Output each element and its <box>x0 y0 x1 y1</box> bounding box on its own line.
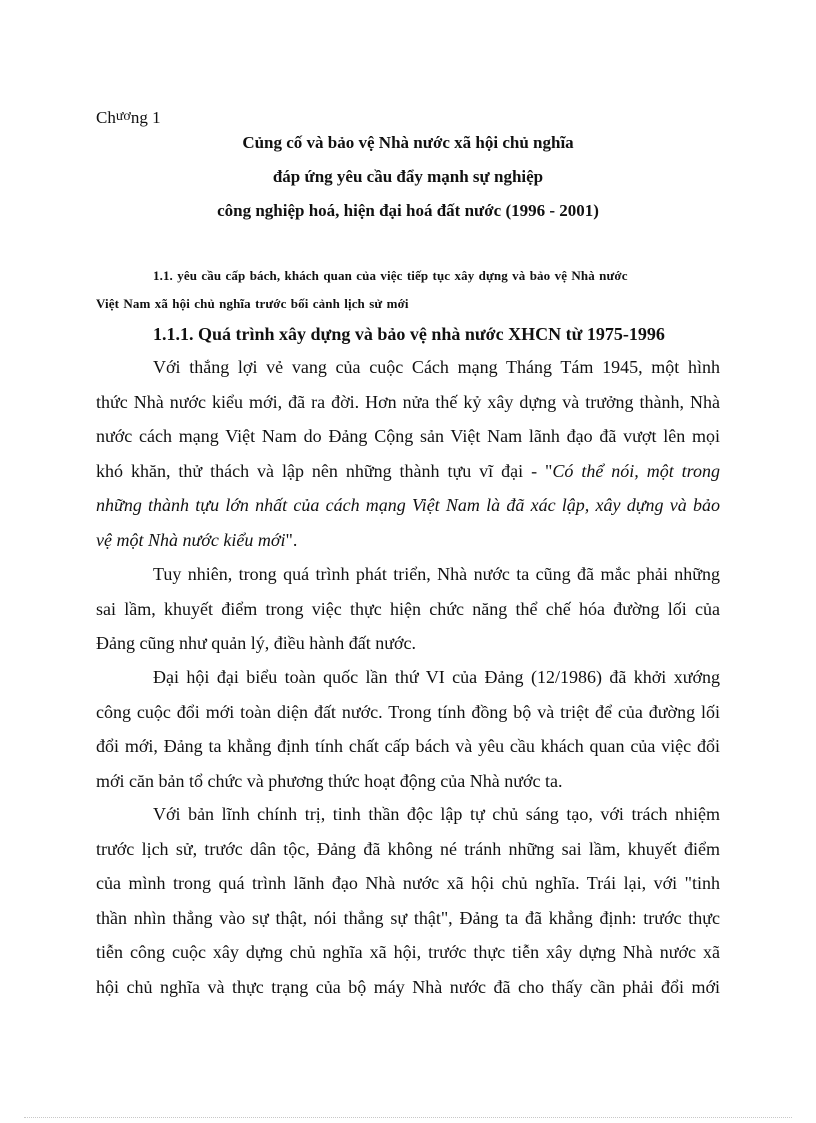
section-heading-line-1: 1.1. yêu cầu cấp bách, khách quan của việc tiếp tục xây dựng và bảo vệ Nhà nước <box>153 268 628 283</box>
section-heading-line-2: Việt Nam xã hội chủ nghĩa trước bối cảnh lịch sử mới <box>96 296 409 311</box>
paragraph-text: khó khăn, thử thách và lập nên những thành tựu vĩ đại - " <box>96 460 553 481</box>
paragraph-1 <box>96 350 720 557</box>
paragraph-line: hội chủ nghĩa và thực trạng của bộ máy Nhà nước đã cho thấy cần phải đổi mới <box>96 976 720 997</box>
paragraph-line: thần nhìn thẳng vào sự thật, nói thẳng sự thật", Đảng ta đã khẳng định: trước thực <box>96 907 720 928</box>
subsection-heading: 1.1.1. Quá trình xây dựng và bảo vệ nhà nước XHCN từ 1975-1996 <box>153 324 665 344</box>
chapter-title-line-1: Củng cố và bảo vệ Nhà nước xã hội chủ nghĩa <box>242 133 574 152</box>
chapter-label-suffix: ng 1 <box>130 108 161 127</box>
paragraph-text: ". <box>285 529 298 550</box>
paragraph-2 <box>96 557 720 661</box>
paragraph-line: của mình trong quá trình lãnh đạo Nhà nước xã hội chủ nghĩa. Trái lại, với "tinh <box>96 873 720 893</box>
paragraph-line: Đại hội đại biểu toàn quốc lần thứ VI của Đảng (12/1986) đã khởi xướng <box>153 667 720 687</box>
paragraph-line: Với thắng lợi vẻ vang của cuộc Cách mạng Tháng Tám 1945, một hình <box>153 357 720 377</box>
quote-text: Có thể nói, một trong <box>552 460 721 481</box>
paragraph-4 <box>96 797 720 1004</box>
paragraph-line: tiễn công cuộc xây dựng chủ nghĩa xã hội, trước thực tiễn xây dựng Nhà nước xã <box>96 942 720 962</box>
paragraph-line: thức Nhà nước kiểu mới, đã ra đời. Hơn nửa thế kỷ xây dựng và trưởng thành, Nhà <box>96 391 720 412</box>
paragraph-line: Tuy nhiên, trong quá trình phát triển, Nhà nước ta cũng đã mắc phải những <box>153 564 720 584</box>
paragraph-line: đổi mới, Đảng ta khẳng định tính chất cấp bách và yêu cầu khách quan của việc đổi <box>96 736 720 756</box>
quote-text: những thành tựu lớn nhất của cách mạng Việt Nam là đã xác lập, xây dựng và bảo <box>96 495 720 515</box>
paragraph-line: sai lầm, khuyết điểm trong việc thực hiện chức năng thể chế hóa đường lối của <box>96 598 720 619</box>
paragraph-line: Đảng cũng như quản lý, điều hành đất nước. <box>96 633 416 653</box>
paragraph-line: mới căn bản tổ chức và phương thức hoạt động của Nhà nước ta. <box>96 770 563 791</box>
paragraph-line: nước cách mạng Việt Nam do Đảng Cộng sản Việt Nam lãnh đạo đã vượt lên mọi <box>96 426 720 446</box>
paragraph-3 <box>96 660 720 798</box>
chapter-title <box>96 126 720 228</box>
page-bottom-divider <box>24 1117 792 1118</box>
section-heading <box>96 262 720 318</box>
paragraph-line: công cuộc đổi mới toàn diện đất nước. Trong tính đồng bộ và triệt để của đường lối <box>96 701 720 722</box>
chapter-label-mid: ươ <box>115 109 131 124</box>
quote-text: vệ một Nhà nước kiểu mới <box>96 529 286 550</box>
paragraph-line: Với bản lĩnh chính trị, tinh thần độc lập tự chủ sáng tạo, với trách nhiệm <box>153 804 720 824</box>
paragraph-line <box>96 523 720 558</box>
chapter-title-line-3: công nghiệp hoá, hiện đại hoá đất nước (1996 - 2001) <box>217 201 599 220</box>
chapter-label-prefix: Ch <box>96 108 116 127</box>
paragraph-line <box>96 454 720 489</box>
paragraph-line: trước lịch sử, trước dân tộc, Đảng đã không né tránh những sai lầm, khuyết điểm <box>96 838 720 859</box>
chapter-title-line-2: đáp ứng yêu cầu đẩy mạnh sự nghiệp <box>272 167 544 186</box>
